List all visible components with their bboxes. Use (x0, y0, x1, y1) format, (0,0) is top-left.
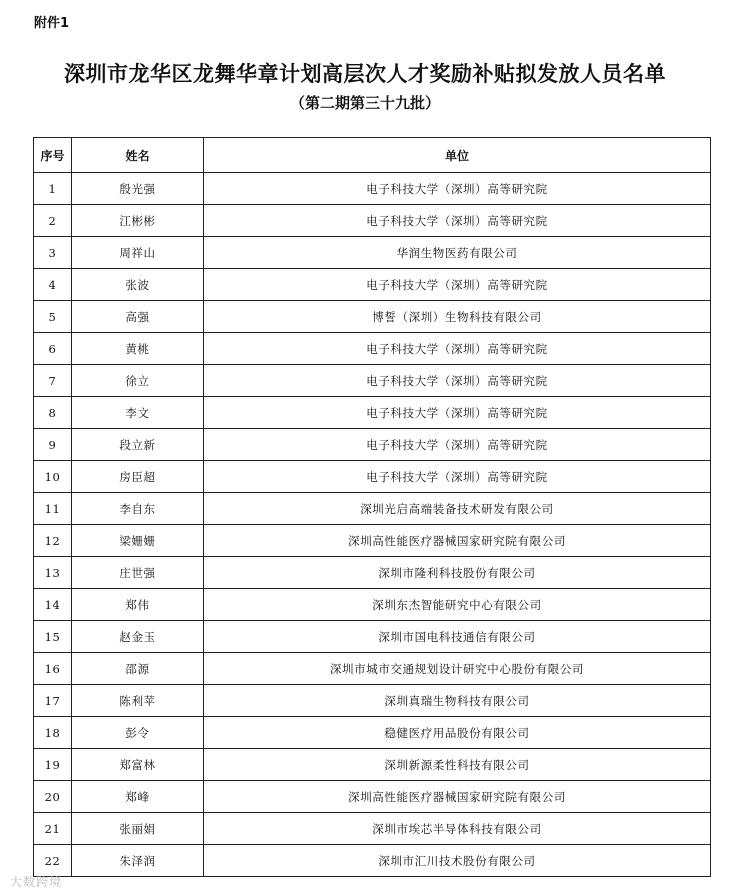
row-unit-cell: 电子科技大学（深圳）高等研究院 (204, 461, 711, 493)
table-row (34, 717, 711, 749)
row-name-cell: 江彬彬 (72, 205, 204, 237)
row-name-cell: 段立新 (72, 429, 204, 461)
row-index-cell: 21 (34, 813, 72, 845)
table-row (34, 589, 711, 621)
document-title: 深圳市龙华区龙舞华章计划高层次人才奖励补贴拟发放人员名单 (64, 61, 666, 86)
row-name-cell: 张波 (72, 269, 204, 301)
row-name-cell: 周祥山 (72, 237, 204, 269)
row-index-cell: 22 (34, 845, 72, 877)
table-row (34, 397, 711, 429)
row-index-cell: 16 (34, 653, 72, 685)
row-name-cell: 张丽娟 (72, 813, 204, 845)
table-row (34, 365, 711, 397)
row-index-cell: 13 (34, 557, 72, 589)
table-row (34, 205, 711, 237)
row-unit-cell: 博誓（深圳）生物科技有限公司 (204, 301, 711, 333)
table-row (34, 749, 711, 781)
row-unit-cell: 深圳市城市交通规划设计研究中心股份有限公司 (204, 653, 711, 685)
row-index-cell: 4 (34, 269, 72, 301)
table-row (34, 685, 711, 717)
row-index-cell: 2 (34, 205, 72, 237)
row-unit-cell: 深圳光启高端装备技术研发有限公司 (204, 493, 711, 525)
row-name-cell: 徐立 (72, 365, 204, 397)
header-name: 姓名 (72, 138, 204, 173)
table-row (34, 429, 711, 461)
row-name-cell: 郑峰 (72, 781, 204, 813)
table-row (34, 461, 711, 493)
row-name-cell: 高强 (72, 301, 204, 333)
row-index-cell: 9 (34, 429, 72, 461)
row-name-cell: 梁姗姗 (72, 525, 204, 557)
row-name-cell: 李文 (72, 397, 204, 429)
row-unit-cell: 深圳高性能医疗器械国家研究院有限公司 (204, 781, 711, 813)
row-name-cell: 黄桃 (72, 333, 204, 365)
row-unit-cell: 电子科技大学（深圳）高等研究院 (204, 269, 711, 301)
row-unit-cell: 深圳市埃芯半导体科技有限公司 (204, 813, 711, 845)
document-subtitle: （第二期第三十九批） (289, 94, 440, 112)
table-row (34, 301, 711, 333)
row-name-cell: 房臣超 (72, 461, 204, 493)
row-unit-cell: 深圳东杰智能研究中心有限公司 (204, 589, 711, 621)
row-index-cell: 14 (34, 589, 72, 621)
table-row (34, 781, 711, 813)
table-row (34, 173, 711, 205)
row-index-cell: 10 (34, 461, 72, 493)
row-name-cell: 郑伟 (72, 589, 204, 621)
row-index-cell: 15 (34, 621, 72, 653)
table-row (34, 269, 711, 301)
row-unit-cell: 深圳市国电科技通信有限公司 (204, 621, 711, 653)
row-index-cell: 8 (34, 397, 72, 429)
row-unit-cell: 电子科技大学（深圳）高等研究院 (204, 333, 711, 365)
table-row (34, 653, 711, 685)
row-unit-cell: 电子科技大学（深圳）高等研究院 (204, 173, 711, 205)
row-unit-cell: 电子科技大学（深圳）高等研究院 (204, 365, 711, 397)
table-row (34, 845, 711, 877)
table-row (34, 525, 711, 557)
row-index-cell: 6 (34, 333, 72, 365)
table-row (34, 237, 711, 269)
table-row (34, 493, 711, 525)
row-unit-cell: 深圳市汇川技术股份有限公司 (204, 845, 711, 877)
row-index-cell: 20 (34, 781, 72, 813)
row-index-cell: 12 (34, 525, 72, 557)
row-index-cell: 19 (34, 749, 72, 781)
row-name-cell: 李自东 (72, 493, 204, 525)
row-index-cell: 11 (34, 493, 72, 525)
row-name-cell: 朱泽润 (72, 845, 204, 877)
row-unit-cell: 深圳新源柔性科技有限公司 (204, 749, 711, 781)
row-index-cell: 3 (34, 237, 72, 269)
attachment-label: 附件1 (34, 16, 70, 31)
row-unit-cell: 电子科技大学（深圳）高等研究院 (204, 205, 711, 237)
row-unit-cell: 稳健医疗用品股份有限公司 (204, 717, 711, 749)
row-index-cell: 18 (34, 717, 72, 749)
row-name-cell: 邵源 (72, 653, 204, 685)
watermark: 大数跨境 (10, 875, 63, 889)
row-unit-cell: 深圳市隆利科技股份有限公司 (204, 557, 711, 589)
header-index: 序号 (34, 138, 72, 173)
row-name-cell: 彭令 (72, 717, 204, 749)
row-name-cell: 陈利苹 (72, 685, 204, 717)
table-row (34, 813, 711, 845)
table-row (34, 557, 711, 589)
table-body (34, 173, 711, 877)
header-unit: 单位 (204, 138, 711, 173)
table-header-row (34, 138, 711, 173)
row-unit-cell: 电子科技大学（深圳）高等研究院 (204, 397, 711, 429)
row-name-cell: 赵金玉 (72, 621, 204, 653)
row-unit-cell: 电子科技大学（深圳）高等研究院 (204, 429, 711, 461)
row-index-cell: 5 (34, 301, 72, 333)
row-unit-cell: 深圳真瑞生物科技有限公司 (204, 685, 711, 717)
row-index-cell: 1 (34, 173, 72, 205)
row-index-cell: 7 (34, 365, 72, 397)
row-unit-cell: 华润生物医药有限公司 (204, 237, 711, 269)
row-index-cell: 17 (34, 685, 72, 717)
row-name-cell: 殷光强 (72, 173, 204, 205)
row-name-cell: 郑富林 (72, 749, 204, 781)
row-name-cell: 庄世强 (72, 557, 204, 589)
roster-table (33, 137, 711, 877)
row-unit-cell: 深圳高性能医疗器械国家研究院有限公司 (204, 525, 711, 557)
table-row (34, 333, 711, 365)
table-row (34, 621, 711, 653)
